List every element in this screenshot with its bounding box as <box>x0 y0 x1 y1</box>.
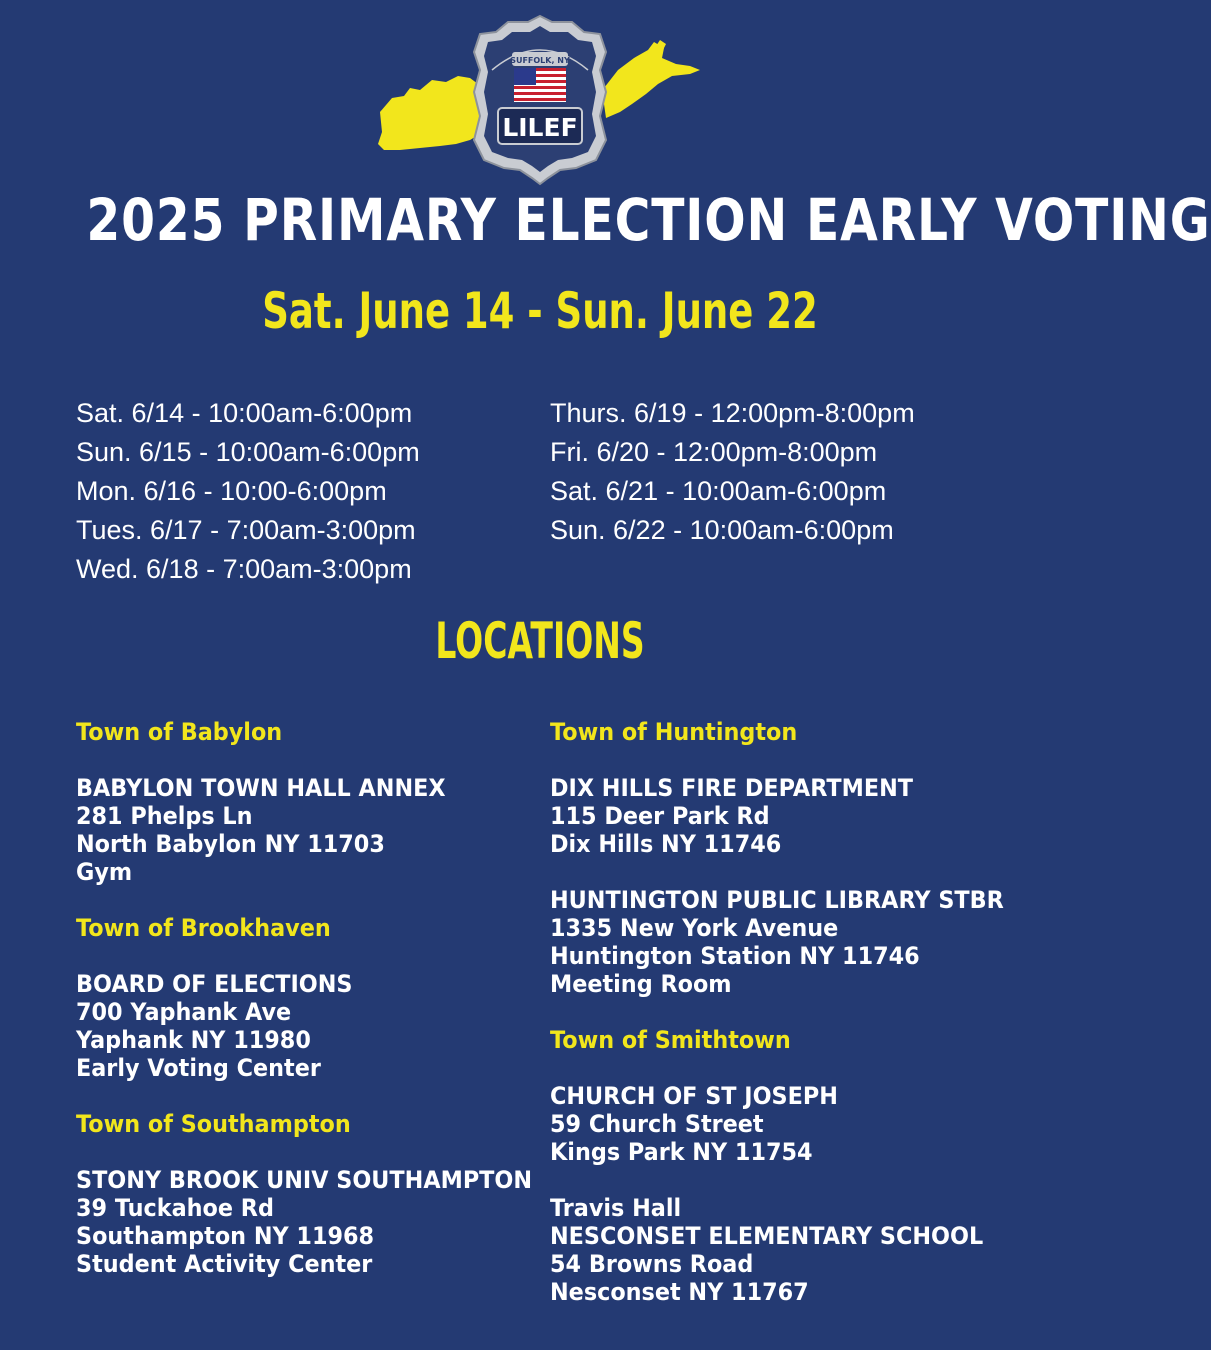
date-range-subtitle: Sat. June 14 - Sun. June 22 <box>262 282 818 340</box>
site-name: STONY BROOK UNIV SOUTHAMPTON <box>76 1166 533 1194</box>
site-room: Gym <box>76 858 133 886</box>
site-city: Southampton NY 11968 <box>76 1222 375 1250</box>
hours-line: Sun. 6/22 - 10:00am-6:00pm <box>550 515 894 545</box>
site-city: Nesconset NY 11767 <box>550 1278 809 1306</box>
site-address: 39 Tuckahoe Rd <box>76 1194 274 1222</box>
locations-column-right <box>550 718 1038 1306</box>
site-address: 59 Church Street <box>550 1110 764 1138</box>
badge-text-layer <box>0 0 1080 190</box>
site-room: Travis Hall <box>550 1194 682 1222</box>
town-heading-smithtown: Town of Smithtown <box>550 1026 791 1054</box>
site-city: North Babylon NY 11703 <box>76 830 385 858</box>
hours-column-left <box>76 394 420 589</box>
hours-line: Wed. 6/18 - 7:00am-3:00pm <box>76 554 412 584</box>
site-city: Huntington Station NY 11746 <box>550 942 920 970</box>
site-city: Dix Hills NY 11746 <box>550 830 782 858</box>
site-name: CHURCH OF ST JOSEPH <box>550 1082 838 1110</box>
hours-line: Sat. 6/21 - 10:00am-6:00pm <box>550 476 887 506</box>
site-address: 1335 New York Avenue <box>550 914 839 942</box>
locations-column-left <box>76 718 566 1278</box>
site-address: 54 Browns Road <box>550 1250 754 1278</box>
site-room: Student Activity Center <box>76 1250 373 1278</box>
site-name: BOARD OF ELECTIONS <box>76 970 353 998</box>
hours-line: Fri. 6/20 - 12:00pm-8:00pm <box>550 437 878 467</box>
town-heading-southampton: Town of Southampton <box>76 1110 351 1138</box>
page-title: 2025 PRIMARY ELECTION EARLY VOTING <box>86 186 1211 254</box>
logo-group <box>0 0 1080 190</box>
town-heading-huntington: Town of Huntington <box>550 718 798 746</box>
site-name: DIX HILLS FIRE DEPARTMENT <box>550 774 913 802</box>
hours-line: Sun. 6/15 - 10:00am-6:00pm <box>76 437 420 467</box>
site-city: Yaphank NY 11980 <box>76 1026 311 1054</box>
town-heading-babylon: Town of Babylon <box>76 718 283 746</box>
town-heading-brookhaven: Town of Brookhaven <box>76 914 331 942</box>
site-name: BABYLON TOWN HALL ANNEX <box>76 774 446 802</box>
locations-heading: LOCATIONS <box>435 612 645 670</box>
badge-name-text: LILEF <box>502 113 578 142</box>
site-name: HUNTINGTON PUBLIC LIBRARY STBR <box>550 886 1004 914</box>
badge-banner-text: SUFFOLK, NY <box>510 56 570 65</box>
site-address: 281 Phelps Ln <box>76 802 253 830</box>
site-room: Early Voting Center <box>76 1054 321 1082</box>
site-room: Meeting Room <box>550 970 732 998</box>
site-address: 700 Yaphank Ave <box>76 998 292 1026</box>
hours-line: Mon. 6/16 - 10:00-6:00pm <box>76 476 387 506</box>
hours-line: Thurs. 6/19 - 12:00pm-8:00pm <box>550 398 915 428</box>
hours-line: Tues. 6/17 - 7:00am-3:00pm <box>76 515 416 545</box>
site-address: 115 Deer Park Rd <box>550 802 770 830</box>
hours-line: Sat. 6/14 - 10:00am-6:00pm <box>76 398 413 428</box>
hours-column-right <box>550 394 915 550</box>
site-city: Kings Park NY 11754 <box>550 1138 813 1166</box>
site-name: NESCONSET ELEMENTARY SCHOOL <box>550 1222 984 1250</box>
